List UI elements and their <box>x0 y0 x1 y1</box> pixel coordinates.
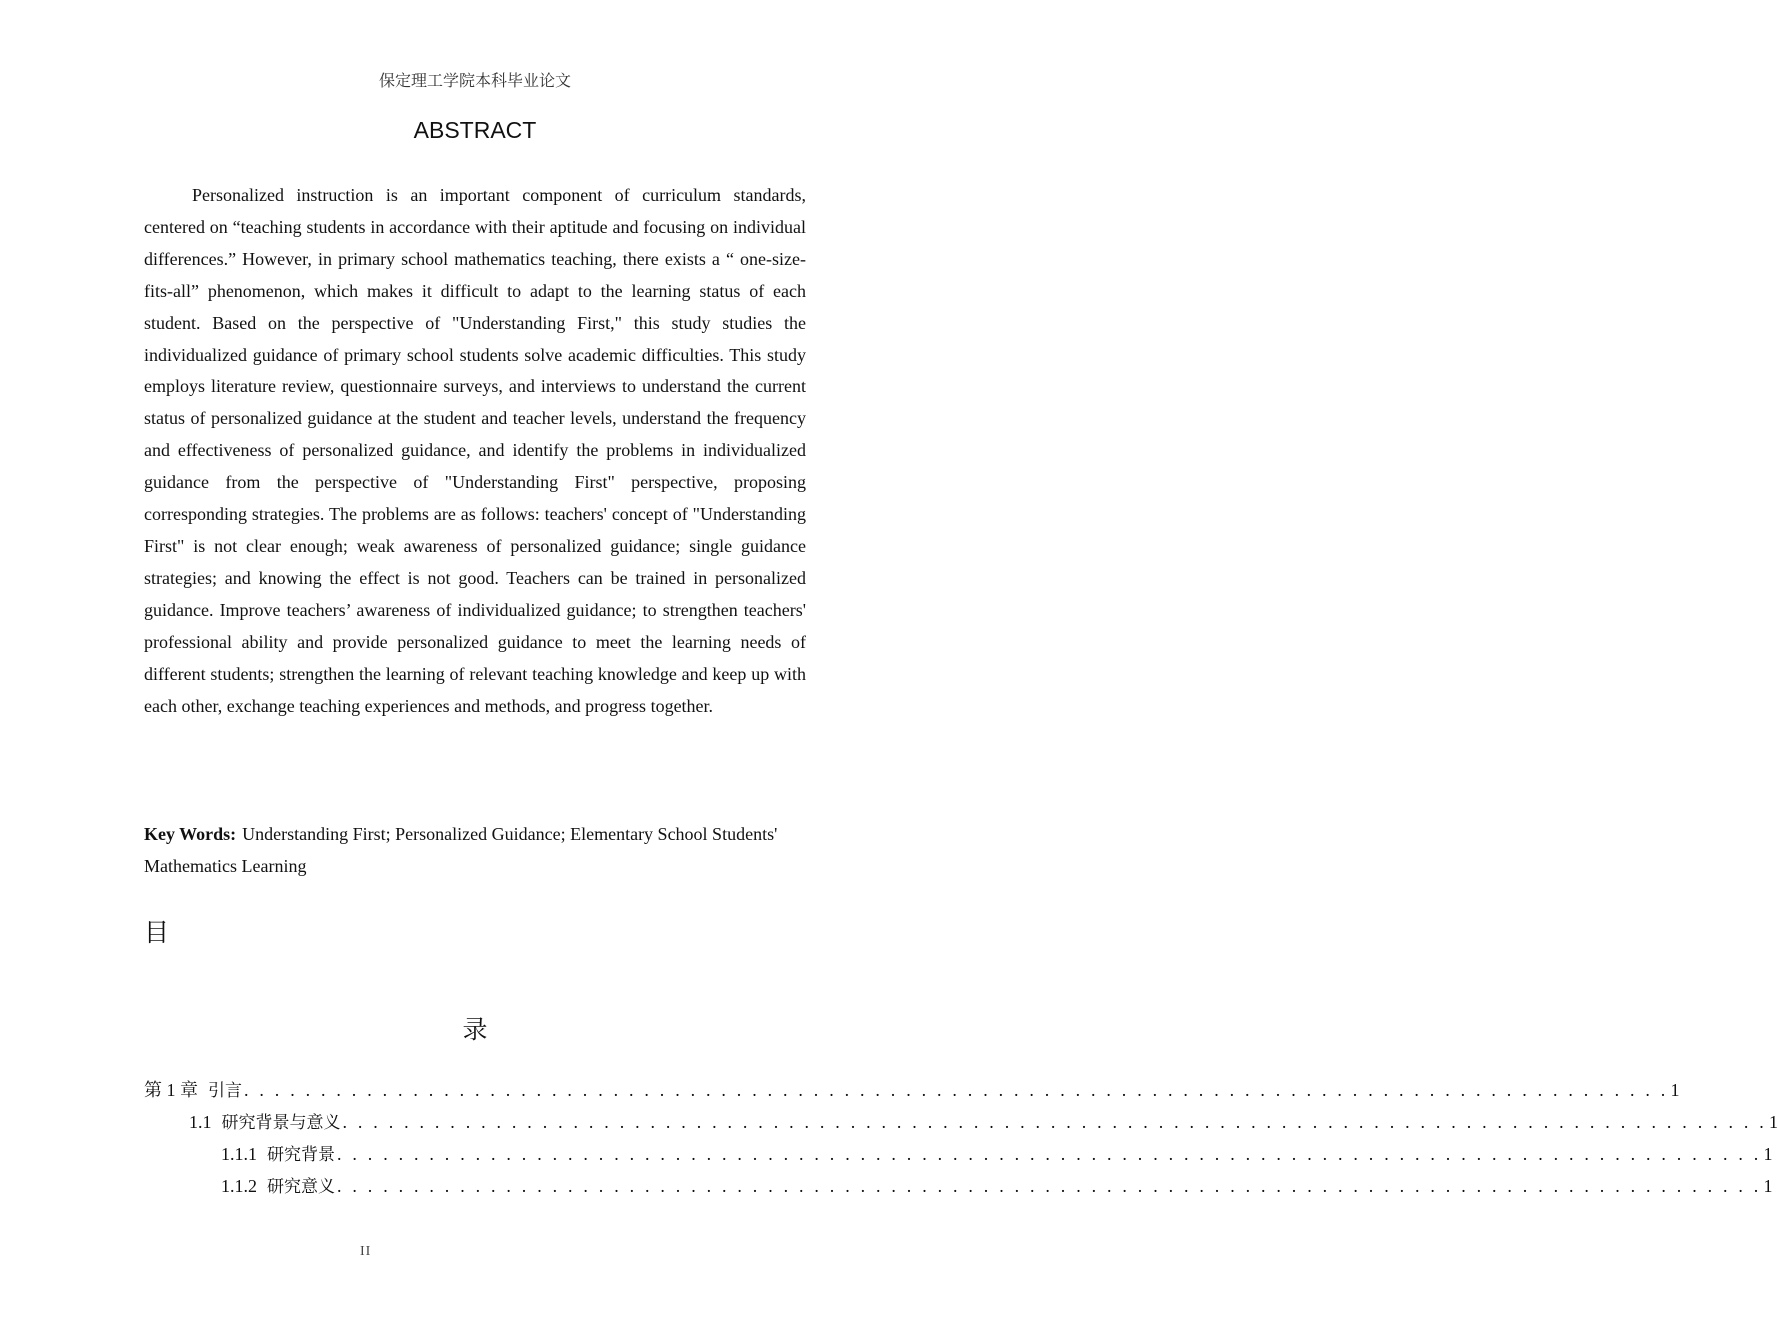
toc-entry-chapter-1[interactable] <box>144 1078 1680 1103</box>
toc-entry-subsection-1-1-1[interactable] <box>221 1142 1773 1167</box>
toc-entry-number: 1.1 <box>189 1112 212 1132</box>
toc-entry-page: 1 <box>1769 1112 1778 1132</box>
keywords-paragraph <box>144 818 806 882</box>
toc-dot-leader: . . . . . . . . . . . . . . . . . . . . . . . . . . . . . . . . . . . . . . . . . . . . . . . . . . . . . . . . . . . . . . . . . . . . . . . . . . . . . . . . . . . . . . . . . . . . . <box>337 1176 1762 1196</box>
toc-entry-text: 研究背景 <box>267 1145 335 1165</box>
toc-entry-number: 第 1 章 <box>144 1080 198 1100</box>
keywords-text: Understanding First; Personalized Guidance; Elementary School Students' Mathematics Learning <box>144 824 778 876</box>
abstract-title: ABSTRACT <box>413 117 537 143</box>
toc-title-part1: 目 <box>144 918 170 947</box>
toc-entry-page: 1 <box>1670 1080 1680 1100</box>
toc-entry-number: 1.1.2 <box>221 1176 257 1196</box>
toc-dot-leader: . . . . . . . . . . . . . . . . . . . . . . . . . . . . . . . . . . . . . . . . . . . . . . . . . . . . . . . . . . . . . . . . . . . . . . . . . . . . . . . . . . . . . . . . . . . . . <box>244 1080 1669 1100</box>
keywords-label: Key Words: <box>144 824 237 844</box>
running-header: 保定理工学院本科毕业论文 <box>378 73 571 90</box>
toc-dot-leader: . . . . . . . . . . . . . . . . . . . . . . . . . . . . . . . . . . . . . . . . . . . . . . . . . . . . . . . . . . . . . . . . . . . . . . . . . . . . . . . . . . . . . . . . . . . . . <box>337 1144 1762 1164</box>
abstract-body: Personalized instruction is an important component of curriculum standards, centered on “teaching students in accordance with their aptitude and focusing on individual differences.” However, in primary school mathematics teaching, there exists a “ one-size-fits-all” phenomenon, which makes it difficult to adapt to the learning status of each student. Based on the perspective of "Understanding First," this study studies the individualized guidance of primary school students solve academic difficulties. This study employs literature review, questionnaire surveys, and interviews to understand the current status of personalized guidance at the student and teacher levels, understand the frequency and effectiveness of personalized guidance, and identify the problems in individualized guidance from the perspective of "Understanding First" perspective, proposing corresponding strategies. The problems are as follows: teachers' concept of "Understanding First" is not clear enough; weak awareness of personalized guidance; single guidance strategies; and knowing the effect is not good. Teachers can be trained in personalized guidance. Improve teachers’ awareness of individualized guidance; to strengthen teachers' professional ability and provide personalized guidance to meet the learning needs of different students; strengthen the learning of relevant teaching knowledge and keep up with each other, exchange teaching experiences and methods, and progress together. <box>144 185 806 716</box>
toc-entry-page: 1 <box>1763 1176 1773 1196</box>
toc-entry-section-1-1[interactable] <box>189 1110 1778 1135</box>
toc-entry-number: 1.1.1 <box>221 1144 257 1164</box>
toc-title-part2: 录 <box>462 1015 488 1044</box>
toc-entry-page: 1 <box>1763 1144 1773 1164</box>
toc-entry-text: 研究意义 <box>267 1177 335 1197</box>
toc-entry-text: 研究背景与意义 <box>221 1113 341 1133</box>
toc-entry-text: 引言 <box>208 1081 242 1101</box>
page-number: II <box>360 1244 372 1259</box>
toc-dot-leader: . . . . . . . . . . . . . . . . . . . . . . . . . . . . . . . . . . . . . . . . . . . . . . . . . . . . . . . . . . . . . . . . . . . . . . . . . . . . . . . . . . . . . . . . . . . . . <box>342 1112 1767 1132</box>
toc-entry-subsection-1-1-2[interactable] <box>221 1174 1773 1199</box>
